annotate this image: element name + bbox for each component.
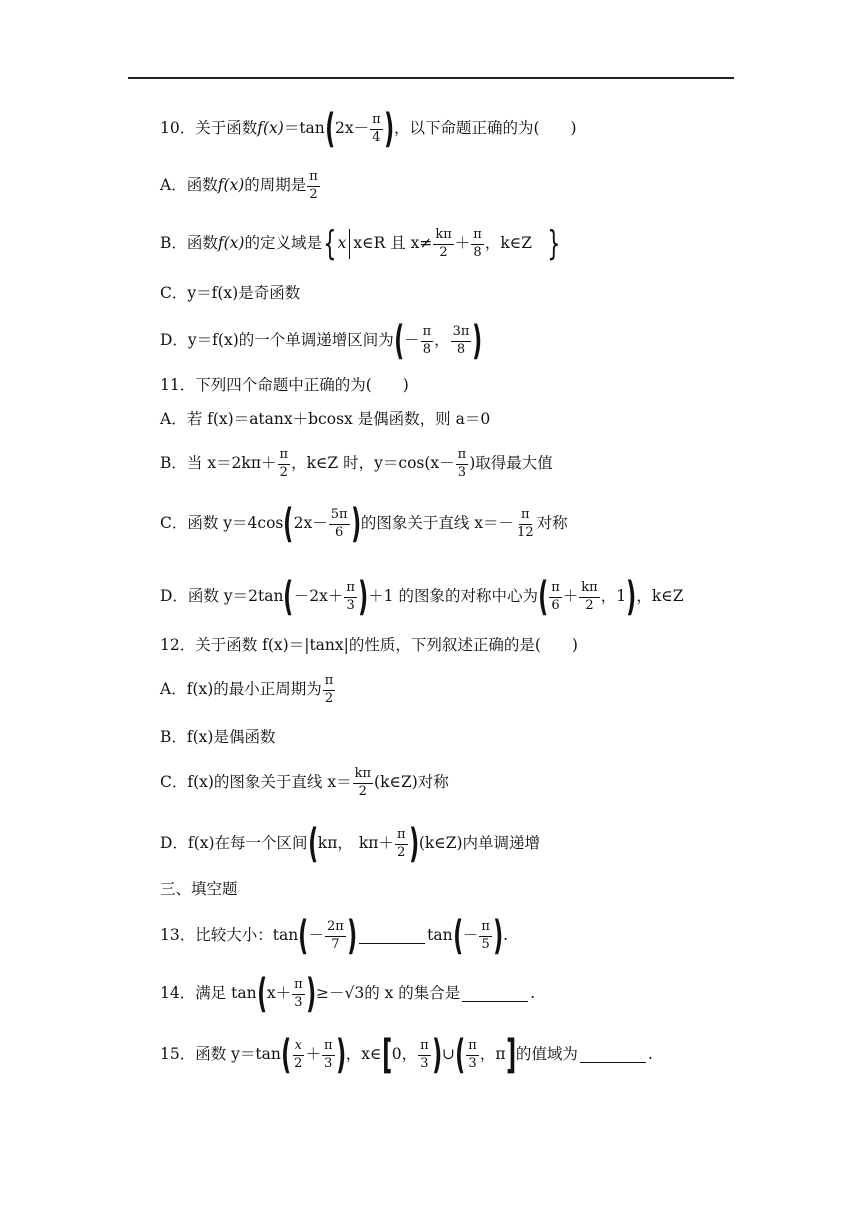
section-fill-in: 三、填空题	[160, 880, 238, 899]
q15-answer-blank[interactable]	[580, 1048, 646, 1063]
q11-option-b: B．当 x＝2kπ＋ π 2 ，k∈Z 时，y＝cos(x－ π 3 )取得最大值	[160, 446, 553, 480]
q13: 13．比较大小：tan ( － 2π 7 ) tan ( － π 5 ) .	[160, 913, 509, 959]
q12-stem: 12．关于函数 f(x)＝|tanx|的性质，下列叙述正确的是( )	[160, 636, 578, 655]
q10-option-d: D．y＝f(x)的一个单调递增区间为 ( － π 8 ， 3π 8 )	[160, 318, 483, 364]
header-rule	[128, 77, 734, 79]
q11-option-c: C．函数 y＝4cos ( 2x－ 5π 6 ) 的图象关于直线 x＝－ π 12 对称	[160, 501, 568, 547]
q14-answer-blank[interactable]	[462, 987, 528, 1002]
q10-option-a: A．函数 f(x) 的周期是 π 2	[160, 168, 318, 202]
q10-stem: 10．关于函数 f(x) ＝tan ( 2x－ π 4 ) ，以下命题正确的为( )	[160, 106, 577, 152]
q11-option-a: A．若 f(x)＝atanx＋bcosx 是偶函数，则 a＝0	[160, 410, 491, 429]
q14: 14．满足 tan ( x＋ π 3 ) ≥－√3的 x 的集合是 .	[160, 971, 536, 1017]
q11-stem: 11．下列四个命题中正确的为( )	[160, 376, 409, 395]
q11-option-d: D．函数 y＝2tan ( －2x＋ π 3 ) ＋1 的图象的对称中心为 ( π 6 ＋ kπ 2 ， 1 ) ，k∈Z	[160, 574, 684, 620]
q10-option-b: B．函数 f(x) 的定义域是 { x x∈R 且 x≠ kπ 2 ＋ π 8 ，k∈Z }	[160, 224, 561, 264]
q10-option-c: C．y＝f(x)是奇函数	[160, 284, 301, 303]
q12-option-b: B．f(x)是偶函数	[160, 728, 276, 747]
q12-option-d: D．f(x)在每一个区间 ( kπ， kπ＋ π 2 ) (k∈Z)内单调递增	[160, 821, 541, 867]
q15: 15．函数 y＝tan ( x 2 ＋ π 3 ) ，x∈ [ 0 ， π 3 ) ∪ ( π 3 ， π ] 的值域为 .	[160, 1032, 653, 1078]
q12-option-a: A．f(x)的最小正周期为 π 2	[160, 672, 334, 706]
q13-answer-blank[interactable]	[359, 929, 425, 944]
q12-option-c: C．f(x)的图象关于直线 x＝ kπ 2 (k∈Z)对称	[160, 765, 449, 799]
